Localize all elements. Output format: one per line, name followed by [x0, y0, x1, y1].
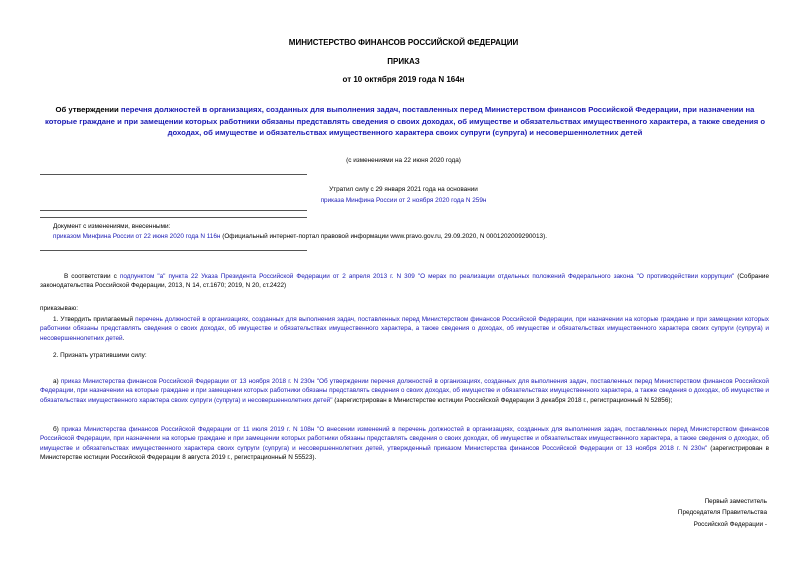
divider-mid-2 — [40, 217, 307, 218]
item-2a-link[interactable]: приказ Министерства финансов Российской Федерации от 13 ноября 2018 г. N 230н "Об утверждении перечня должностей в организациях, созданных для выполнения задач, поставленных перед Министерством финансов Российской Федерации, при назначении на которые граждане и при замещении которых работники обязаны представлять сведения о своих доходах, об имуществе и обязательствах имущественного характера, а также сведения о доходах, об имуществе и обязательствах имущественного характера своих супруги (супруга) и несовершеннолетних детей" — [40, 378, 769, 404]
item-1-link[interactable]: перечень должностей в организациях, созданных для выполнения задач, поставленных перед Министерством финансов Российской Федерации, при назначении на которые граждане и при замещении которых работники обязаны представлять сведения о своих доходах, об имуществе и обязательствах имущественного характера, а также сведения о доходах, об имуществе и обязательствах имущественного характера своих супруги (супруга) и несовершеннолетних детей — [40, 316, 769, 342]
doc-type-heading: ПРИКАЗ — [387, 57, 420, 66]
divider-bottom — [40, 250, 307, 251]
signature-line-1: Первый заместитель — [704, 498, 767, 505]
item-2b-link[interactable]: приказ Министерства финансов Российской Федерации от 11 июля 2019 г. N 108н "О внесении изменений в перечень должностей в организациях, созданных для выполнения задач, поставленных перед Министерством финансов Российской Федерации, при назначении на которые граждане и при замещении которых работники обязаны представлять сведения о своих доходах, об имуществе и обязательствах имущественного характера, а также сведения о доходах, об имуществе и обязательствах имущественного характера своих супруги (супруга) и несовершеннолетних детей, утвержденный приказом Министерства финансов Российской Федерации от 13 ноября 2018 г. N 230н" — [40, 426, 769, 452]
item-2a-end: (зарегистрирован в Министерстве юстиции Российской Федерации 3 декабря 2018 г., регистрационный N 52856); — [332, 396, 673, 404]
title-link[interactable]: перечня должностей в организациях, созданных для выполнения задач, поставленных перед Министерством финансов Российской Федерации, при назначении на которые граждане и при замещении которых работники обязаны представлять сведения о своих доходах, об имуществе и обязательствах имущественного характера, а также сведения о доходах, об имуществе и обязательствах имущественного характера своих супруги (супруга) и несовершеннолетних детей — [44, 105, 766, 138]
divider-mid — [40, 210, 307, 211]
changes-link[interactable]: приказом Минфина России от 22 июня 2020 года N 116н — [53, 233, 221, 240]
signature-line-3: Российской Федерации - — [693, 521, 767, 528]
preamble-end: (Собрание законодательства Российской Федерации, 2013, N 14, ст.1670; 2019, N 20, ст.2422) — [40, 273, 769, 290]
void-notice-text: Утратил силу с 29 января 2021 года на основании — [329, 186, 478, 193]
divider-top — [40, 174, 307, 175]
item-2a-paragraph — [40, 377, 769, 405]
item-1-paragraph — [40, 315, 769, 343]
preamble-paragraph — [40, 272, 769, 291]
signature-line-2: Председателя Правительства — [677, 509, 767, 516]
item-2b-paragraph — [40, 425, 769, 463]
void-notice-link — [0, 196, 807, 205]
ministry-heading: МИНИСТЕРСТВО ФИНАНСОВ РОССИЙСКОЙ ФЕДЕРАЦИИ — [288, 38, 519, 47]
item-1-start: 1. Утвердить прилагаемый — [53, 316, 136, 323]
changes-label: Документ с изменениями, внесенными: — [53, 223, 171, 230]
preamble-link[interactable]: подпунктом "а" пункта 22 Указа Президента Российской Федерации от 2 апреля 2013 г. N 309 "О мерах по реализации отдельных положений Федерального закона "О противодействии коррупции" — [119, 273, 735, 280]
date-number-heading: от 10 октября 2019 года N 164н — [342, 75, 465, 84]
document-title — [40, 104, 770, 139]
item-2b-end: (зарегистрирован в Министерстве юстиции Российской Федерации 8 августа 2019 г., регистрационный N 55523). — [40, 444, 769, 462]
item-2-heading: 2. Признать утратившими силу: — [53, 352, 147, 359]
item-1-end: . — [122, 334, 125, 342]
void-order-link[interactable]: приказа Минфина России от 2 ноября 2020 года N 259н — [320, 197, 487, 204]
amended-note: (с изменениями на 22 июня 2020 года) — [346, 157, 461, 164]
changes-line — [53, 232, 773, 241]
item-2a-start: а) — [53, 378, 61, 385]
item-2b-start: б) — [53, 426, 62, 433]
changes-rest: (Официальный интернет-портал правовой информации www.pravo.gov.ru, 29.09.2020, N 0001202009290013). — [220, 233, 548, 240]
order-word: приказываю: — [40, 305, 78, 312]
title-prefix: Об утверждении — [55, 105, 121, 114]
preamble-start: В соответствии с — [64, 273, 120, 280]
